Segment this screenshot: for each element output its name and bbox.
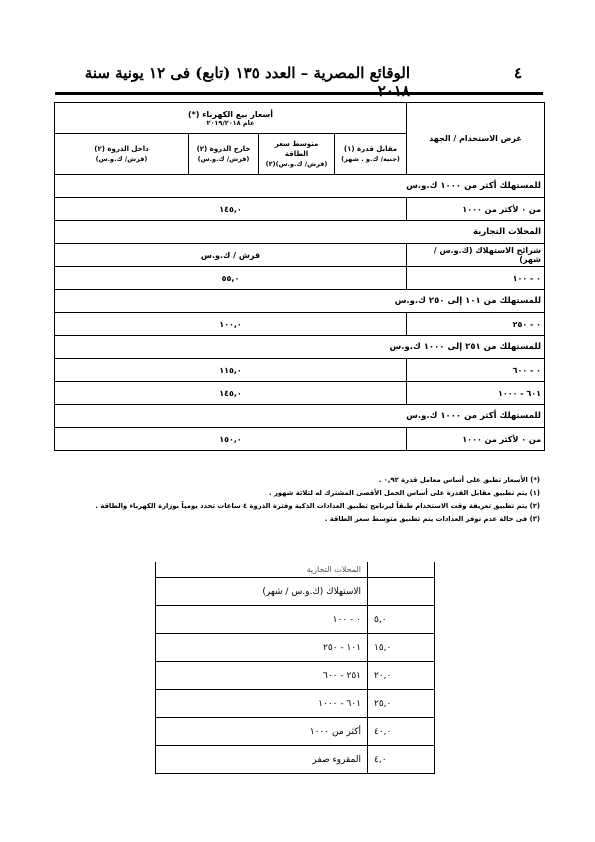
row-label: من ٠ لأكثر من ١٠٠٠ xyxy=(407,428,545,451)
row-value: ٤,٠ xyxy=(368,746,435,774)
row-label: ٠ - ٦٠٠ xyxy=(407,359,545,382)
tariff-table xyxy=(54,102,545,451)
sub-table-top-label: المحلات التجارية xyxy=(156,562,368,578)
row-value: ١٥٠,٠ xyxy=(55,428,407,451)
capacity-col-header: مقابل قدرة (١) (جنيه/ ك.و . شهر) xyxy=(335,134,407,175)
section-row: للمستهلك أكثر من ١٠٠٠ ك.و.س xyxy=(55,405,545,428)
section-row: للمستهلك من ٢٥١ إلى ١٠٠٠ ك.و.س xyxy=(55,336,545,359)
prices-header xyxy=(55,103,407,134)
footnotes xyxy=(40,474,540,526)
avg-energy-col-header: متوسط سعر الطاقة (قرش/ ك.و.س)(٢) xyxy=(259,134,335,175)
row-label: أكثر من ١٠٠٠ xyxy=(156,718,368,746)
row-value: ٢٥,٠ xyxy=(368,690,435,718)
row-label: ٦٠١ - ١٠٠٠ xyxy=(407,382,545,405)
row-label: ٠ - ١٠٠ xyxy=(156,606,368,634)
row-value: ٥٥,٠ xyxy=(55,267,407,290)
row-value: ٤٠,٠ xyxy=(368,718,435,746)
footnote: (*) الأسعار تطبق على أساس معامل قدرة ٠,٩٢ . xyxy=(378,476,540,484)
row-label: ٦٠١ - ١٠٠٠ xyxy=(156,690,368,718)
row-label: من ٠ لأكثر من ١٠٠٠ xyxy=(407,198,545,221)
prices-year: عام ٢٠١٩/٢٠١٨ xyxy=(206,118,255,127)
row-label: المقروء صفر xyxy=(156,746,368,774)
footnote: (٢) يتم تطبيق تعريفة وقت الاستخدام طبقاً لبرنامج تطبيق العدادات الذكية وفترة الذروة ٤ ساعات تحدد يومياً بوزارة الكهرباء والطاقة . xyxy=(95,502,540,510)
offpeak-col-header: خارج الذروة (٢) (قرش/ ك.و.س) xyxy=(189,134,259,175)
footnote: (١) يتم تطبيق مقابل القدرة على أساس الحمل الأقصى المشترك له لثلاثة شهور . xyxy=(269,489,540,497)
section-row: للمستهلك من ١٠١ إلى ٢٥٠ ك.و.س xyxy=(55,290,545,313)
row-label: ١٠١ - ٢٥٠ xyxy=(156,634,368,662)
header-rule xyxy=(55,92,543,95)
page-title: الوقائع المصرية – العدد ١٣٥ (تابع) فى ١٢ يونية سنة ٢٠١٨ xyxy=(84,64,410,100)
page-number: ٤ xyxy=(513,64,522,82)
footnote: (٣) فى حالة عدم توفر العدادات يتم تطبيق متوسط سعر الطاقة . xyxy=(324,515,540,523)
row-value: ١٠٠,٠ xyxy=(55,313,407,336)
row-value: ١٤٥,٠ xyxy=(55,382,407,405)
purpose-header: غرض الاستخدام / الجهد xyxy=(407,103,545,175)
row-label: ٢٥١ - ٦٠٠ xyxy=(156,662,368,690)
row-value: ٥,٠ xyxy=(368,606,435,634)
row-value: ١٥,٠ xyxy=(368,634,435,662)
row-value: قرش / ك.و.س xyxy=(55,244,407,267)
row-label: ٠ - ١٠٠ xyxy=(407,267,545,290)
commercial-table xyxy=(155,562,435,774)
row-value: ٢٠,٠ xyxy=(368,662,435,690)
page-header xyxy=(60,62,530,100)
section-row: المحلات التجارية xyxy=(55,221,545,244)
peak-col-header: داخل الذروة (٢) (قرش/ ك.و.س) xyxy=(55,134,189,175)
prices-title: أسعار بيع الكهرباء (*) xyxy=(187,109,274,119)
section-row: للمستهلك أكثر من ١٠٠٠ ك.و.س xyxy=(55,175,545,198)
row-label: شرائح الاستهلاك (ك.و.س / شهر) xyxy=(407,244,545,267)
sub-table-header: الاستهلاك (ك.و.س / شهر) xyxy=(156,578,368,606)
row-label: ٠ - ٢٥٠ xyxy=(407,313,545,336)
row-value: ١١٥,٠ xyxy=(55,359,407,382)
row-value: ١٤٥,٠ xyxy=(55,198,407,221)
